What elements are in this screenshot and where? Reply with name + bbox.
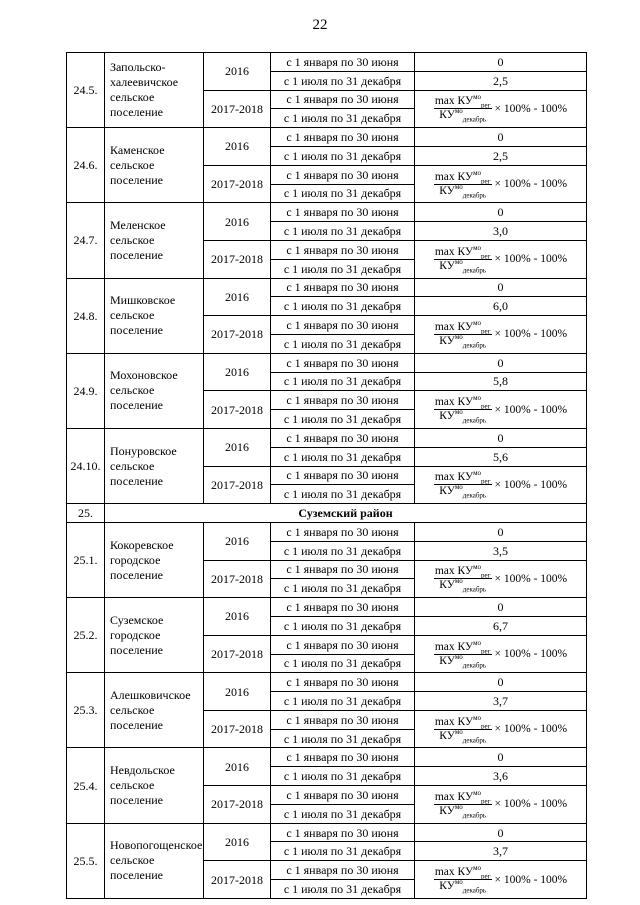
formula-sub-dec: декабрь	[462, 660, 487, 669]
formula-sub-dec: декабрь	[462, 585, 487, 594]
period-cell: с 1 января по 30 июня	[271, 748, 415, 767]
formula-sub-reg: рег	[481, 721, 491, 730]
value-cell: 3,6	[415, 767, 587, 786]
settlement-name: Кокоревское городское поселение	[105, 522, 204, 597]
year-cell: 2016	[204, 522, 271, 560]
period-cell: с 1 января по 30 июня	[271, 128, 415, 147]
formula-cell	[415, 240, 587, 278]
period-cell: с 1 июля по 31 декабря	[271, 259, 415, 278]
table-row	[67, 823, 587, 842]
formula-tail: × 100% - 100%	[494, 102, 568, 115]
district-number: 25.	[67, 504, 105, 523]
formula-sub-dec: декабрь	[462, 115, 487, 124]
formula-fraction	[434, 791, 492, 818]
formula-ku: КУ	[439, 334, 455, 347]
formula-sup-mo: мо	[454, 257, 463, 266]
value-cell: 3,7	[415, 692, 587, 711]
formula-cell	[415, 786, 587, 824]
formula-sup-mo: мо	[473, 394, 482, 403]
year-cell: 2017-2018	[204, 560, 271, 598]
formula-tail: × 100% - 100%	[494, 403, 568, 416]
year-cell: 2017-2018	[204, 786, 271, 824]
period-cell: с 1 января по 30 июня	[271, 278, 415, 297]
formula-sup-mo: мо	[473, 168, 482, 177]
value-cell: 0	[415, 203, 587, 222]
formula-sub-dec: декабрь	[462, 266, 487, 275]
formula-tail: × 100% - 100%	[494, 723, 568, 736]
formula-tail: × 100% - 100%	[494, 328, 568, 341]
table-row	[67, 128, 587, 147]
period-cell: с 1 июля по 31 декабря	[271, 616, 415, 635]
value-cell: 3,0	[415, 222, 587, 241]
table-row	[67, 53, 587, 72]
formula-ku: КУ	[439, 729, 455, 742]
formula-fraction	[434, 638, 492, 669]
item-number: 24.6.	[67, 128, 105, 203]
value-cell: 0	[415, 128, 587, 147]
formula-ku: КУ	[439, 184, 455, 197]
formula-sub-dec: декабрь	[462, 886, 487, 895]
year-cell: 2016	[204, 598, 271, 636]
page-number: 22	[312, 17, 328, 33]
formula-max: max КУ	[434, 866, 474, 879]
period-cell: с 1 января по 30 июня	[271, 861, 415, 880]
table-row	[67, 598, 587, 617]
formula-sup-mo: мо	[473, 319, 482, 328]
value-cell: 0	[415, 598, 587, 617]
formula-ku: КУ	[439, 485, 455, 498]
formula-sub-reg: рег	[481, 477, 491, 486]
year-cell: 2016	[204, 278, 271, 316]
period-cell: с 1 января по 30 июня	[271, 90, 415, 109]
table-row	[67, 748, 587, 767]
formula-sup-mo: мо	[454, 878, 463, 887]
formula-cell	[415, 466, 587, 504]
table-row	[67, 353, 587, 372]
tariff-table	[66, 52, 587, 899]
formula-cell	[415, 391, 587, 429]
period-cell: с 1 января по 30 июня	[271, 53, 415, 72]
year-cell: 2016	[204, 823, 271, 861]
table-row	[67, 278, 587, 297]
value-cell: 0	[415, 278, 587, 297]
period-cell: с 1 июля по 31 декабря	[271, 297, 415, 316]
formula-max: max КУ	[434, 565, 474, 578]
period-cell: с 1 июля по 31 декабря	[271, 842, 415, 861]
period-cell: с 1 июля по 31 декабря	[271, 184, 415, 203]
period-cell: с 1 июля по 31 декабря	[271, 222, 415, 241]
period-cell: с 1 июля по 31 декабря	[271, 71, 415, 90]
settlement-name: Меленское сельское поселение	[105, 203, 204, 278]
period-cell: с 1 января по 30 июня	[271, 598, 415, 617]
formula-max: max КУ	[434, 471, 474, 484]
formula-tail: × 100% - 100%	[494, 648, 568, 660]
formula-ku: КУ	[439, 880, 455, 893]
formula-max: max КУ	[434, 790, 474, 803]
value-cell: 2,5	[415, 146, 587, 165]
period-cell: с 1 июля по 31 декабря	[271, 447, 415, 466]
formula-max: max КУ	[434, 715, 474, 728]
formula-sup-mo: мо	[473, 864, 482, 873]
formula-sub-reg: рег	[481, 402, 491, 411]
value-cell: 0	[415, 353, 587, 372]
settlement-name: Мишковское сельское поселение	[105, 278, 204, 353]
value-cell: 0	[415, 428, 587, 447]
period-cell: с 1 января по 30 июня	[271, 428, 415, 447]
formula-fraction	[434, 243, 492, 275]
value-cell: 0	[415, 522, 587, 541]
settlement-name: Суземское городское поселение	[105, 598, 204, 673]
period-cell: с 1 января по 30 июня	[271, 823, 415, 842]
year-cell: 2016	[204, 203, 271, 241]
period-cell: с 1 января по 30 июня	[271, 240, 415, 259]
item-number: 24.5.	[67, 53, 105, 128]
period-cell: с 1 июля по 31 декабря	[271, 654, 415, 673]
value-cell: 3,7	[415, 842, 587, 861]
period-cell: с 1 января по 30 июня	[271, 710, 415, 729]
formula-ku: КУ	[439, 259, 455, 272]
formula-sub-reg: рег	[481, 797, 491, 806]
formula-ku: КУ	[439, 579, 455, 592]
value-cell: 5,8	[415, 372, 587, 391]
formula-cell	[415, 165, 587, 203]
period-cell: с 1 июля по 31 декабря	[271, 804, 415, 823]
value-cell: 0	[415, 673, 587, 692]
formula-max: max КУ	[434, 245, 474, 258]
formula-ku: КУ	[439, 410, 455, 423]
year-cell: 2017-2018	[204, 466, 271, 504]
year-cell: 2016	[204, 428, 271, 466]
item-number: 24.7.	[67, 203, 105, 278]
year-cell: 2016	[204, 748, 271, 786]
period-cell: с 1 января по 30 июня	[271, 353, 415, 372]
formula-tail: × 100% - 100%	[494, 478, 568, 491]
settlement-name: Алешковичское сельское поселение	[105, 673, 204, 748]
formula-sup-mo: мо	[454, 483, 463, 492]
formula-sup-mo: мо	[473, 563, 482, 572]
formula-sup-mo: мо	[454, 408, 463, 417]
value-cell: 5,6	[415, 447, 587, 466]
formula-sub-reg: рег	[481, 646, 491, 655]
formula-sup-mo: мо	[473, 93, 482, 102]
period-cell: с 1 января по 30 июня	[271, 673, 415, 692]
formula-max: max КУ	[434, 640, 474, 653]
period-cell: с 1 января по 30 июня	[271, 165, 415, 184]
formula-tail: × 100% - 100%	[494, 253, 568, 266]
year-cell: 2017-2018	[204, 861, 271, 899]
item-number: 25.5.	[67, 823, 105, 898]
period-cell: с 1 июля по 31 декабря	[271, 729, 415, 748]
formula-sub-reg: рег	[481, 327, 491, 336]
period-cell: с 1 июля по 31 декабря	[271, 485, 415, 504]
period-cell: с 1 января по 30 июня	[271, 391, 415, 410]
formula-fraction	[434, 95, 492, 122]
formula-sub-reg: рег	[481, 101, 491, 110]
formula-ku: КУ	[439, 654, 455, 667]
period-cell: с 1 января по 30 июня	[271, 635, 415, 654]
period-cell: с 1 января по 30 июня	[271, 786, 415, 805]
formula-fraction	[434, 471, 492, 498]
year-cell: 2016	[204, 53, 271, 91]
district-row	[67, 504, 587, 523]
year-cell: 2017-2018	[204, 90, 271, 128]
formula-sup-mo: мо	[454, 182, 463, 191]
formula-cell	[415, 710, 587, 748]
formula-tail: × 100% - 100%	[494, 798, 568, 811]
period-cell: с 1 июля по 31 декабря	[271, 334, 415, 353]
period-cell: с 1 января по 30 июня	[271, 522, 415, 541]
value-cell: 6,7	[415, 616, 587, 635]
formula-sub-dec: декабрь	[462, 341, 487, 350]
value-cell: 3,5	[415, 541, 587, 560]
formula-ku: КУ	[439, 804, 455, 817]
formula-sub-dec: декабрь	[462, 491, 487, 500]
item-number: 25.2.	[67, 598, 105, 673]
item-number: 24.10.	[67, 428, 105, 503]
year-cell: 2016	[204, 128, 271, 166]
table-row	[67, 673, 587, 692]
formula-sub-dec: декабрь	[462, 416, 487, 425]
formula-fraction	[434, 321, 492, 348]
formula-sub-reg: рег	[481, 571, 491, 580]
period-cell: с 1 января по 30 июня	[271, 560, 415, 579]
formula-sub-dec: декабрь	[462, 811, 487, 820]
period-cell: с 1 января по 30 июня	[271, 203, 415, 222]
table-row	[67, 522, 587, 541]
formula-tail: × 100% - 100%	[494, 178, 568, 191]
table-row	[67, 203, 587, 222]
formula-fraction	[434, 396, 492, 423]
formula-cell	[415, 90, 587, 128]
value-cell: 2,5	[415, 71, 587, 90]
formula-sub-reg: рег	[481, 176, 491, 185]
item-number: 24.9.	[67, 353, 105, 428]
settlement-name: Понуровское сельское поселение	[105, 428, 204, 503]
settlement-name: Запольско-халеевичское сельское поселение	[105, 53, 204, 128]
item-number: 25.4.	[67, 748, 105, 823]
formula-max: max КУ	[434, 170, 474, 183]
formula-tail: × 100% - 100%	[494, 572, 568, 585]
year-cell: 2016	[204, 353, 271, 391]
item-number: 25.1.	[67, 522, 105, 597]
formula-fraction	[434, 168, 492, 199]
item-number: 25.3.	[67, 673, 105, 748]
formula-sup-mo: мо	[454, 803, 463, 812]
period-cell: с 1 июля по 31 декабря	[271, 541, 415, 560]
formula-tail: × 100% - 100%	[494, 873, 568, 886]
formula-sup-mo: мо	[473, 789, 482, 798]
value-cell: 0	[415, 748, 587, 767]
formula-sup-mo: мо	[473, 469, 482, 478]
formula-sub-dec: декабрь	[462, 735, 487, 744]
period-cell: с 1 июля по 31 декабря	[271, 692, 415, 711]
table-row	[67, 428, 587, 447]
value-cell: 0	[415, 53, 587, 72]
formula-ku: КУ	[439, 109, 455, 122]
year-cell: 2017-2018	[204, 710, 271, 748]
district-name: Суземский район	[105, 504, 587, 523]
value-cell: 0	[415, 823, 587, 842]
year-cell: 2017-2018	[204, 165, 271, 203]
formula-max: max КУ	[434, 396, 474, 409]
settlement-name: Невдольское сельское поселение	[105, 748, 204, 823]
formula-fraction	[434, 866, 492, 893]
year-cell: 2017-2018	[204, 240, 271, 278]
formula-sup-mo: мо	[454, 107, 463, 116]
settlement-name: Мохоновское сельское поселение	[105, 353, 204, 428]
formula-max: max КУ	[434, 320, 474, 333]
formula-sup-mo: мо	[473, 713, 482, 722]
value-cell: 6,0	[415, 297, 587, 316]
formula-sub-reg: рег	[481, 252, 491, 261]
formula-cell	[415, 560, 587, 598]
period-cell: с 1 января по 30 июня	[271, 316, 415, 335]
formula-sup-mo: мо	[454, 652, 463, 661]
formula-max: max КУ	[434, 95, 474, 108]
formula-cell	[415, 861, 587, 899]
period-cell: с 1 июля по 31 декабря	[271, 579, 415, 598]
formula-sup-mo: мо	[454, 577, 463, 586]
formula-fraction	[434, 713, 492, 744]
period-cell: с 1 июля по 31 декабря	[271, 767, 415, 786]
year-cell: 2017-2018	[204, 635, 271, 673]
period-cell: с 1 июля по 31 декабря	[271, 109, 415, 128]
period-cell: с 1 июля по 31 декабря	[271, 410, 415, 429]
formula-cell	[415, 635, 587, 673]
year-cell: 2017-2018	[204, 316, 271, 354]
formula-sup-mo: мо	[473, 243, 482, 252]
formula-sup-mo: мо	[473, 638, 482, 647]
settlement-name: Каменское сельское поселение	[105, 128, 204, 203]
year-cell: 2016	[204, 673, 271, 711]
year-cell: 2017-2018	[204, 391, 271, 429]
formula-sup-mo: мо	[454, 727, 463, 736]
period-cell: с 1 июля по 31 декабря	[271, 146, 415, 165]
formula-fraction	[434, 565, 492, 592]
formula-sup-mo: мо	[454, 333, 463, 342]
period-cell: с 1 января по 30 июня	[271, 466, 415, 485]
period-cell: с 1 июля по 31 декабря	[271, 372, 415, 391]
item-number: 24.8.	[67, 278, 105, 353]
formula-cell	[415, 316, 587, 354]
formula-sub-reg: рег	[481, 872, 491, 881]
formula-sub-dec: декабрь	[462, 190, 487, 199]
period-cell: с 1 июля по 31 декабря	[271, 880, 415, 899]
settlement-name: Новопогощенское сельское поселение	[105, 823, 204, 898]
